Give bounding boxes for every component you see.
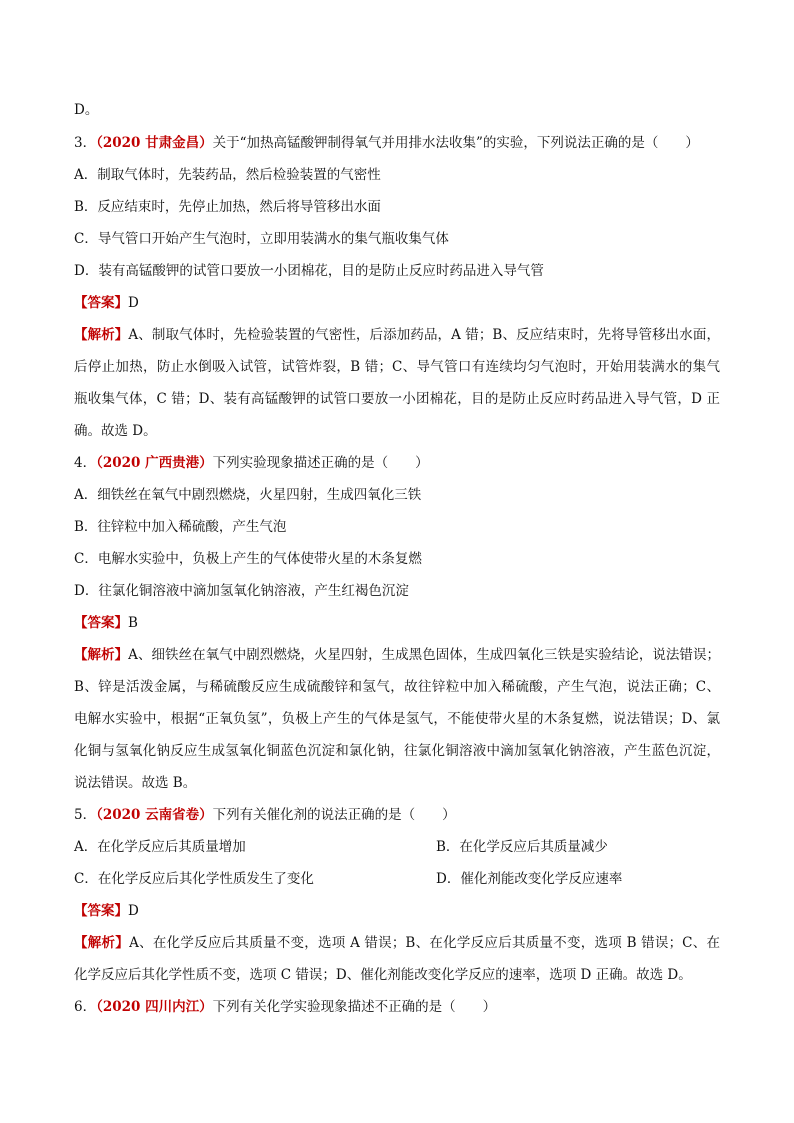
option-a: A．在化学反应后其质量增加 xyxy=(74,839,246,855)
option-c: C．导气管口开始产生气泡时，立即用装满水的集气瓶收集气体 xyxy=(74,231,449,247)
question-source: （2020 云南省卷） xyxy=(96,807,213,823)
analysis-text: A、细铁丝在氧气中剧烈燃烧，火星四射，生成黑色固体，生成四氧化三铁是实验结论，说法错误； xyxy=(128,647,721,663)
answer xyxy=(74,613,720,633)
analysis-line: B、锌是活泼金属，与稀硫酸反应生成硫酸锌和氢气，故往锌粒中加入稀硫酸，产生气泡，说法正确；C、 xyxy=(74,679,720,695)
analysis-text: A、制取气体时，先检验装置的气密性，后添加药品，A 错；B、反应结束时，先将导管移出水面， xyxy=(128,327,720,343)
question-6 xyxy=(74,997,720,1017)
question-source: （2020 甘肃金昌） xyxy=(96,135,213,151)
answer-tag: 【答案】 xyxy=(74,903,128,919)
option-b: B．反应结束时，先停止加热，然后将导管移出水面 xyxy=(74,199,381,215)
analysis-tag: 【解析】 xyxy=(74,327,129,343)
option-c: C．在化学反应后其化学性质发生了变化 xyxy=(74,871,314,887)
prev-answer-tail: D。 xyxy=(74,102,99,118)
question-number: 4． xyxy=(74,455,97,471)
option-row xyxy=(74,869,720,889)
answer-value: D xyxy=(128,903,139,919)
question-stem: 下列有关化学实验现象描述不正确的是（ ） xyxy=(212,999,497,1015)
question-5 xyxy=(74,805,720,825)
option-d: D．催化剂能改变化学反应速率 xyxy=(436,871,623,887)
answer xyxy=(74,901,720,921)
question-stem: 下列有关催化剂的说法正确的是（ ） xyxy=(212,807,456,823)
answer-value: B xyxy=(128,615,138,631)
analysis-line: 电解水实验中，根据“正氧负氢”，负极上产生的气体是氢气，不能使带火星的木条复燃，说法错误；D、氯 xyxy=(74,711,720,727)
option-c: C．电解水实验中，负极上产生的气体使带火星的木条复燃 xyxy=(74,551,422,567)
answer-tag: 【答案】 xyxy=(74,615,128,631)
analysis-line xyxy=(74,933,720,953)
analysis-line xyxy=(74,325,720,345)
analysis-line: 化学反应后其化学性质不变，选项 C 错误；D、催化剂能改变化学反应的速率，选项 D 正确。故选 D。 xyxy=(74,967,692,983)
analysis-tag: 【解析】 xyxy=(74,935,130,951)
question-4 xyxy=(74,453,720,473)
answer-tag: 【答案】 xyxy=(74,295,128,311)
option-row xyxy=(74,837,720,857)
option-d: D．往氯化铜溶液中滴加氢氧化钠溶液，产生红褐色沉淀 xyxy=(74,583,409,599)
analysis-line: 说法错误。故选 B。 xyxy=(74,775,197,791)
analysis-tag: 【解析】 xyxy=(74,647,129,663)
question-source: （2020 四川内江） xyxy=(96,999,213,1015)
option-b: B．在化学反应后其质量减少 xyxy=(436,839,608,855)
answer-value: D xyxy=(128,295,139,311)
analysis-line: 确。故选 D。 xyxy=(74,423,157,439)
option-a: A．制取气体时，先装药品，然后检验装置的气密性 xyxy=(74,167,381,183)
question-number: 6． xyxy=(74,999,97,1015)
analysis-text: A、在化学反应后其质量不变，选项 A 错误；B、在化学反应后其质量不变，选项 B 错误；C、在 xyxy=(129,935,720,951)
analysis-line: 瓶收集气体，C 错；D、装有高锰酸钾的试管口要放一小团棉花，目的是防止反应时药品进入导气管，D 正 xyxy=(74,391,720,407)
analysis-line: 化铜与氢氧化钠反应生成氢氧化铜蓝色沉淀和氯化钠，往氯化铜溶液中滴加氢氧化钠溶液，产生蓝色沉淀， xyxy=(74,743,720,759)
option-a: A．细铁丝在氧气中剧烈燃烧，火星四射，生成四氧化三铁 xyxy=(74,487,422,503)
question-stem: 关于“加热高锰酸钾制得氧气并用排水法收集”的实验，下列说法正确的是（ ） xyxy=(212,135,699,151)
question-number: 5． xyxy=(74,807,97,823)
question-source: （2020 广西贵港） xyxy=(96,455,213,471)
question-stem: 下列实验现象描述正确的是（ ） xyxy=(212,455,429,471)
answer xyxy=(74,293,720,313)
analysis-line xyxy=(74,645,720,665)
option-d: D．装有高锰酸钾的试管口要放一小团棉花，目的是防止反应时药品进入导气管 xyxy=(74,263,544,279)
option-b: B．往锌粒中加入稀硫酸，产生气泡 xyxy=(74,519,287,535)
question-3 xyxy=(74,133,720,153)
analysis-line: 后停止加热，防止水倒吸入试管，试管炸裂，B 错；C、导气管口有连续均匀气泡时，开始用装满水的集气 xyxy=(74,359,720,375)
question-number: 3． xyxy=(74,135,97,151)
